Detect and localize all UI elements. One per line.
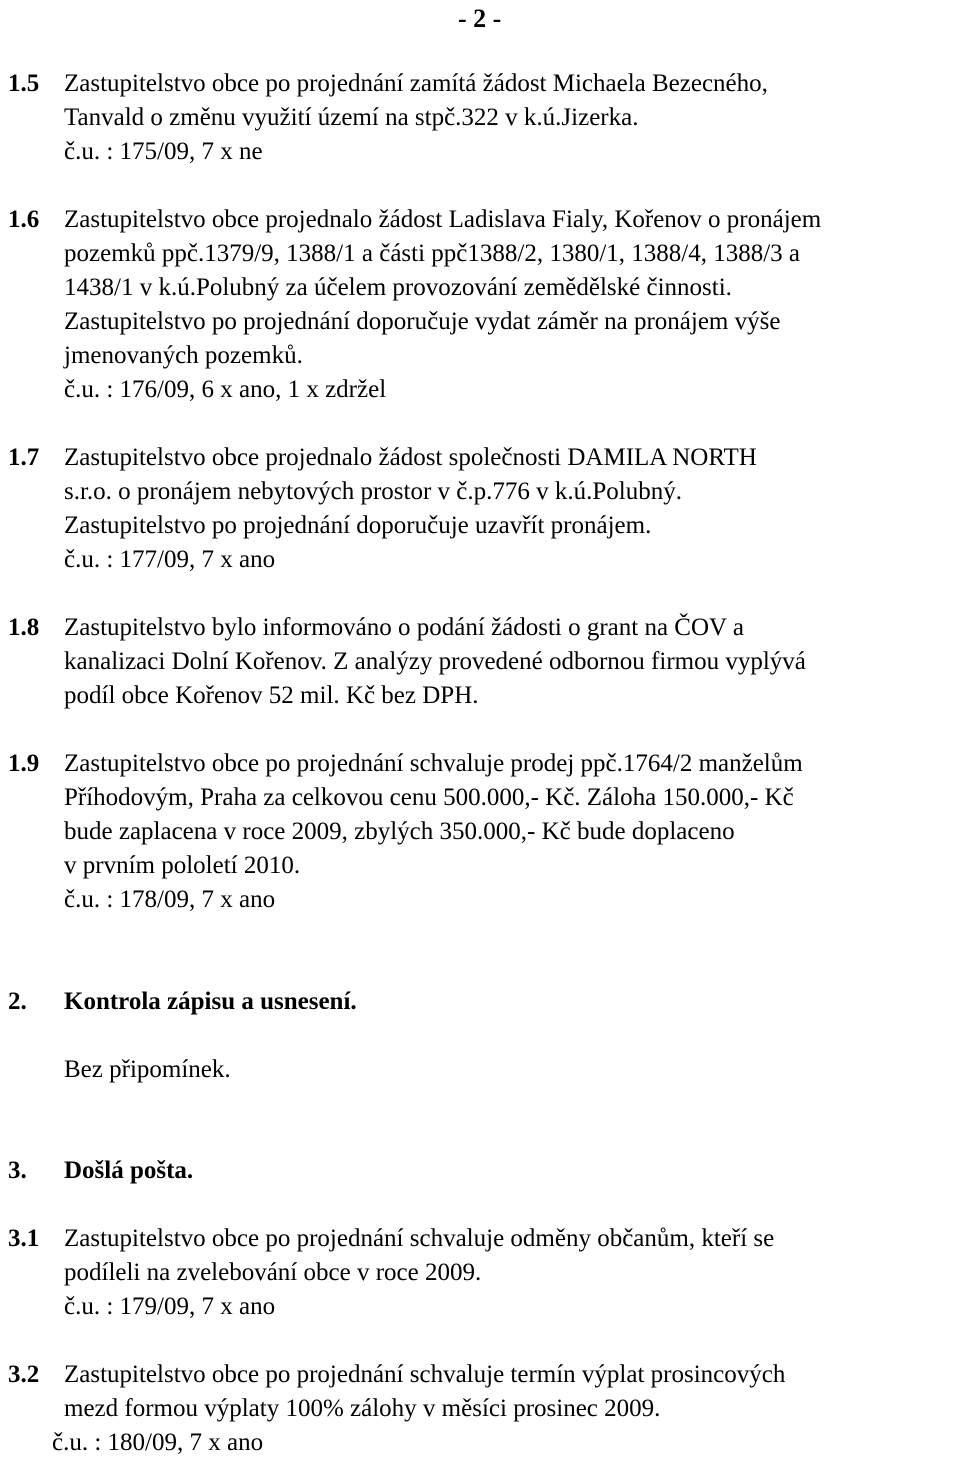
item-text-line: v prvním pololetí 2010. xyxy=(64,852,301,879)
section-heading: Kontrola zápisu a usnesení. xyxy=(64,988,357,1015)
item-text-line: pozemků ppč.1379/9, 1388/1 a části ppč1388/2, 1380/1, 1388/4, 1388/3 a xyxy=(64,240,801,267)
resolution-number: č.u. : 175/09, 7 x ne xyxy=(64,138,263,165)
page-number: - 2 - xyxy=(458,4,502,33)
item-text-line: Zastupitelstvo obce projednalo žádost Ladislava Fialy, Kořenov o pronájem xyxy=(64,206,822,233)
item-text-line: kanalizaci Dolní Kořenov. Z analýzy provedené odbornou firmou vyplývá xyxy=(64,648,806,675)
item-number: 3.1 xyxy=(8,1225,40,1252)
item-text-line: Zastupitelstvo po projednání doporučuje uzavřít pronájem. xyxy=(64,512,652,539)
item-text-line: podíl obce Kořenov 52 mil. Kč bez DPH. xyxy=(64,682,479,709)
section-number: 3. xyxy=(8,1157,27,1184)
item-text-line: Zastupitelstvo po projednání doporučuje vydat záměr na pronájem výše xyxy=(64,308,781,335)
item-number: 1.5 xyxy=(8,70,40,97)
item-text-line: mezd formou výplaty 100% zálohy v měsíci prosinec 2009. xyxy=(64,1395,661,1422)
resolution-number: č.u. : 180/09, 7 x ano xyxy=(52,1429,264,1456)
item-text-line: jmenovaných pozemků. xyxy=(64,342,303,369)
item-number: 1.7 xyxy=(8,444,40,471)
item-text-line: Zastupitelstvo bylo informováno o podání žádosti o grant na ČOV a xyxy=(64,614,744,641)
item-text-line: Zastupitelstvo obce projednalo žádost společnosti DAMILA NORTH xyxy=(64,444,757,471)
item-number: 3.2 xyxy=(8,1361,40,1388)
section-heading: Došlá pošta. xyxy=(64,1157,194,1184)
item-number: 1.9 xyxy=(8,750,40,777)
section-number: 2. xyxy=(8,988,27,1015)
section-note: Bez připomínek. xyxy=(64,1056,231,1083)
resolution-number: č.u. : 179/09, 7 x ano xyxy=(64,1293,276,1320)
item-text-line: Tanvald o změnu využití území na stpč.322 v k.ú.Jizerka. xyxy=(64,104,639,131)
item-number: 1.8 xyxy=(8,614,40,641)
item-text-line: podíleli na zvelebování obce v roce 2009. xyxy=(64,1259,482,1286)
item-text-line: Zastupitelstvo obce po projednání schvaluje termín výplat prosincových xyxy=(64,1361,786,1388)
item-text-line: s.r.o. o pronájem nebytových prostor v č.p.776 v k.ú.Polubný. xyxy=(64,478,682,505)
item-text-line: Zastupitelstvo obce po projednání schvaluje odměny občanům, kteří se xyxy=(64,1225,775,1252)
item-text-line: Zastupitelstvo obce po projednání schvaluje prodej ppč.1764/2 manželům xyxy=(64,750,803,777)
item-text-line: Zastupitelstvo obce po projednání zamítá žádost Michaela Bezecného, xyxy=(64,70,768,97)
item-text-line: bude zaplacena v roce 2009, zbylých 350.000,- Kč bude doplaceno xyxy=(64,818,735,845)
item-text-line: Příhodovým, Praha za celkovou cenu 500.000,- Kč. Záloha 150.000,- Kč xyxy=(64,784,794,811)
resolution-number: č.u. : 178/09, 7 x ano xyxy=(64,886,276,913)
resolution-number: č.u. : 176/09, 6 x ano, 1 x zdržel xyxy=(64,376,387,403)
resolution-number: č.u. : 177/09, 7 x ano xyxy=(64,546,276,573)
item-text-line: 1438/1 v k.ú.Polubný za účelem provozování zemědělské činnosti. xyxy=(64,274,732,301)
item-number: 1.6 xyxy=(8,206,40,233)
